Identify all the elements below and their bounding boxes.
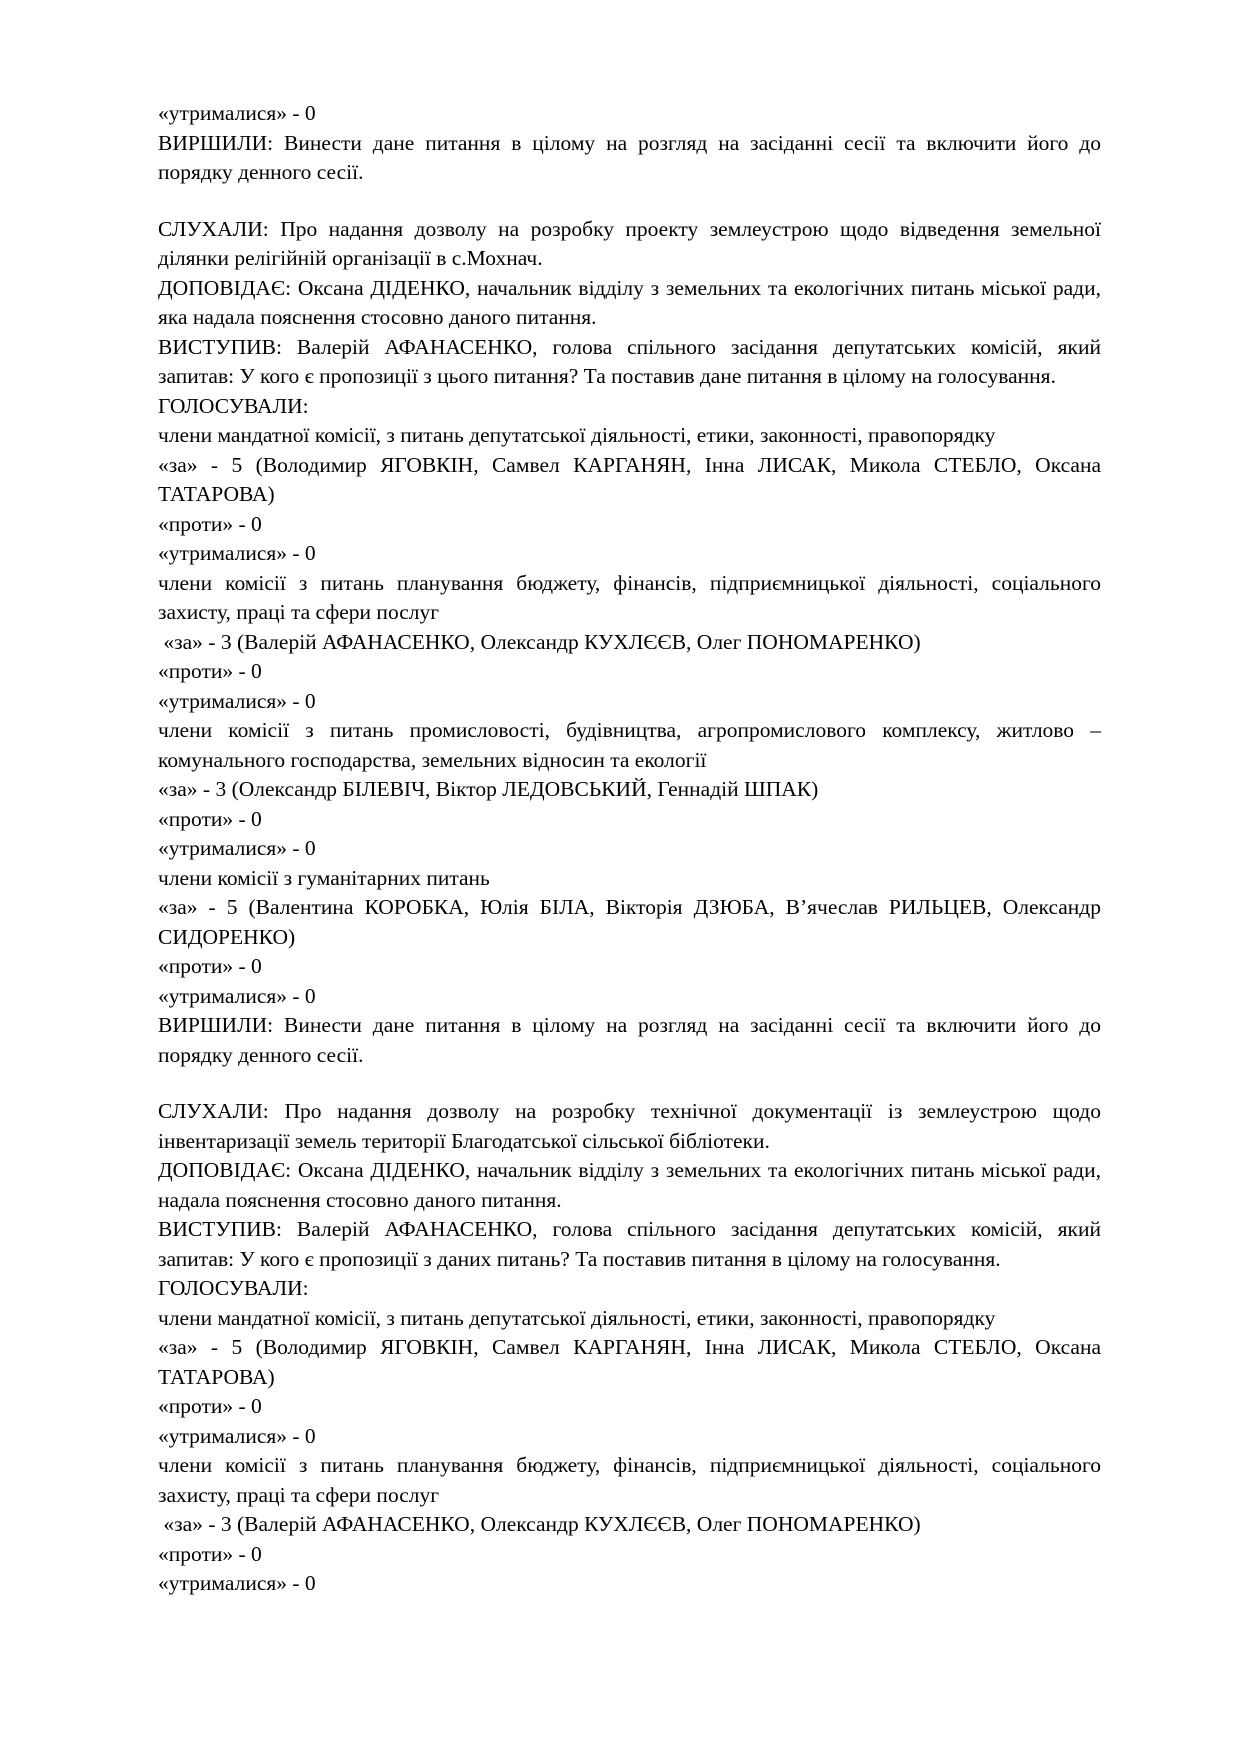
document-body — [158, 99, 1107, 1599]
paragraph: «за» - 3 (Валерій АФАНАСЕНКО, Олександр КУХЛЄЄВ, Олег ПОНОМАРЕНКО) — [158, 629, 921, 654]
paragraph: члени мандатної комісії, з питань депутатської діяльності, етики, законності, правопорядку — [158, 423, 996, 447]
paragraph: ГОЛОСУВАЛИ: — [158, 393, 309, 418]
paragraph: «утрималися» - 0 — [158, 983, 316, 1008]
paragraph: «проти» - 0 — [158, 659, 262, 683]
paragraph: «за» - 5 (Володимир ЯГОВКІН, Самвел КАРГАНЯН, Інна ЛИСАК, Микола СТЕБЛО, Оксана ТАТАРОВА) — [158, 452, 1107, 506]
paragraph: «проти» - 0 — [158, 1541, 262, 1566]
paragraph: «утрималися» - 0 — [158, 688, 316, 713]
paragraph: члени мандатної комісії, з питань депутатської діяльності, етики, законності, правопорядку — [158, 1305, 996, 1330]
paragraph: «проти» - 0 — [158, 1394, 262, 1418]
paragraph: СЛУХАЛИ: Про надання дозволу на розробку технічної документації із землеустрою щодо інвентаризації земель території Благодатської сільської бібліотеки. — [158, 1099, 1107, 1153]
paragraph: ВИРШИЛИ: Винести дане питання в цілому на розгляд на засіданні сесії та включити його до порядку денного сесії. — [158, 1013, 1107, 1067]
paragraph: «за» - 3 (Олександр БІЛЕВІЧ, Віктор ЛЕДОВСЬКИЙ, Геннадій ШПАК) — [158, 777, 819, 801]
paragraph: члени комісії з питань промисловості, будівництва, агропромислового комплексу, житлово – комунального господарства, земельних відносин та екології — [158, 718, 1107, 772]
paragraph: «за» - 3 (Валерій АФАНАСЕНКО, Олександр КУХЛЄЄВ, Олег ПОНОМАРЕНКО) — [158, 1512, 921, 1536]
paragraph: «утрималися» - 0 — [158, 1423, 316, 1448]
paragraph: «за» - 5 (Володимир ЯГОВКІН, Самвел КАРГАНЯН, Інна ЛИСАК, Микола СТЕБЛО, Оксана ТАТАРОВА) — [158, 1335, 1107, 1389]
paragraph: ВИСТУПИВ: Валерій АФАНАСЕНКО, голова спільного засідання депутатських комісій, який запитав: У кого є пропозиції з цього питання? Та поставив дане питання в цілому на голосування. — [158, 334, 1107, 388]
paragraph: ВИРШИЛИ: Винести дане питання в цілому на розгляд на засіданні сесії та включити його до порядку денного сесії. — [158, 130, 1107, 184]
paragraph: «за» - 5 (Валентина КОРОБКА, Юлія БІЛА, Вікторія ДЗЮБА, В’ячеслав РИЛЬЦЕВ, Олександр СИДОРЕНКО) — [158, 895, 1107, 949]
paragraph: члени комісії з питань планування бюджету, фінансів, підприємницької діяльності, соціального захисту, праці та сфери послуг — [158, 570, 1107, 624]
paragraph: «проти» - 0 — [158, 806, 262, 831]
paragraph: «утрималися» - 0 — [158, 836, 316, 860]
paragraph: «утрималися» - 0 — [158, 101, 316, 125]
paragraph: «утрималися» - 0 — [158, 541, 316, 565]
paragraph: ДОПОВІДАЄ: Оксана ДІДЕНКО, начальник відділу з земельних та екологічних питань міської ради, яка надала пояснення стосовно даного питання. — [158, 275, 1107, 329]
paragraph: члени комісії з питань планування бюджету, фінансів, підприємницької діяльності, соціального захисту, праці та сфери послуг — [158, 1453, 1107, 1507]
paragraph: «проти» - 0 — [158, 511, 262, 536]
paragraph: ВИСТУПИВ: Валерій АФАНАСЕНКО, голова спільного засідання депутатських комісій, який запитав: У кого є пропозиції з даних питань? Та поставив питання в цілому на голосування. — [158, 1217, 1107, 1271]
paragraph: ГОЛОСУВАЛИ: — [158, 1276, 309, 1300]
paragraph: «утрималися» - 0 — [158, 1571, 316, 1595]
paragraph: члени комісії з гуманітарних питань — [158, 865, 490, 890]
paragraph: СЛУХАЛИ: Про надання дозволу на розробку проекту землеустрою щодо відведення земельної ділянки релігійній організації в с.Мохнач. — [158, 216, 1107, 270]
paragraph: ДОПОВІДАЄ: Оксана ДІДЕНКО, начальник відділу з земельних та екологічних питань міської ради, надала пояснення стосовно даного питання. — [158, 1158, 1107, 1212]
paragraph: «проти» - 0 — [158, 954, 262, 978]
